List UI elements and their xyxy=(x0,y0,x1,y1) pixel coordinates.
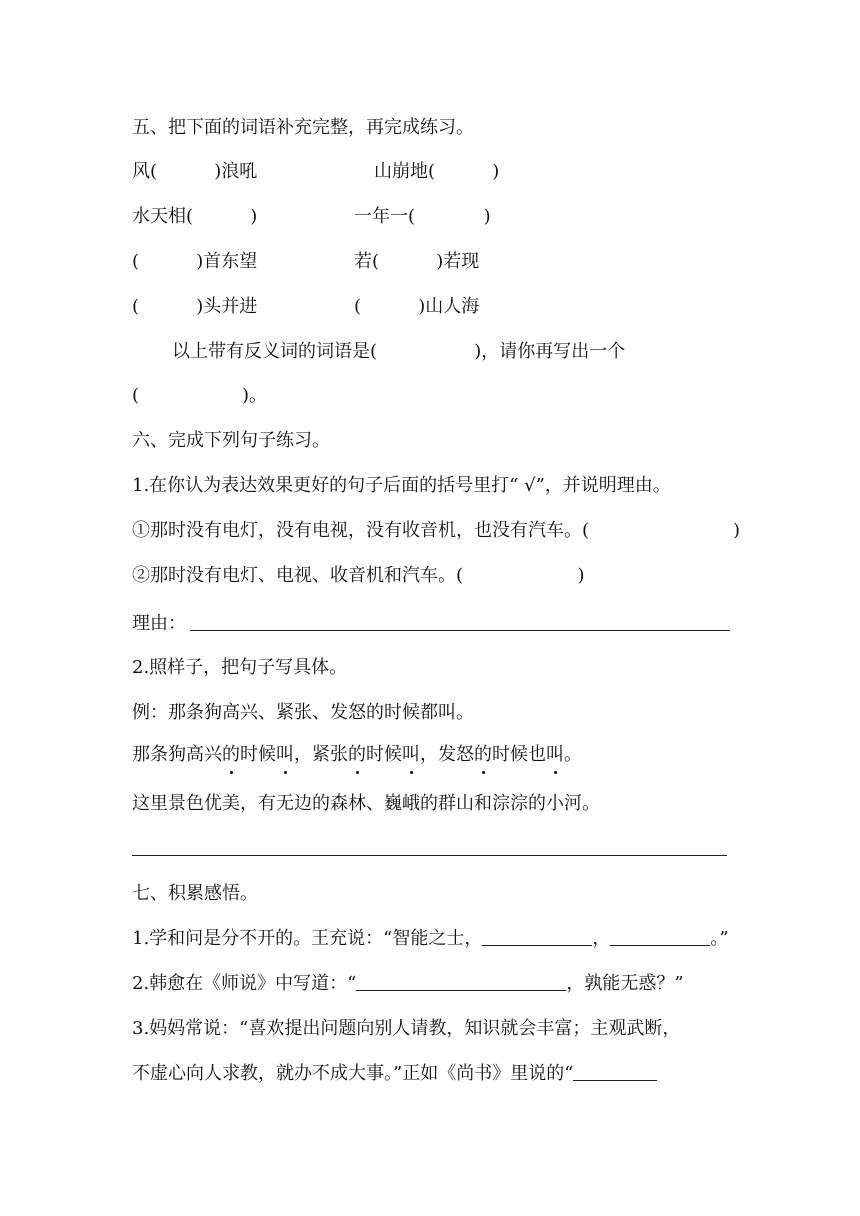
idiom-4: 一年一( ) xyxy=(354,206,491,227)
question-7-3-line1: 3.妈妈常说：“喜欢提出问题向别人请教，知识就会丰富；主观武断， xyxy=(132,1018,681,1039)
reason-label: 理由： xyxy=(132,613,186,634)
antonym-question: 以上带有反义词的词语是( )，请你再写出一个 xyxy=(172,341,626,362)
question-7-1-comma: ， xyxy=(592,928,611,949)
question-7-3-text: 不虚心向人求教，就办不成大事。”正如《尚书》里说的“ xyxy=(132,1063,574,1084)
blank-7-1-b xyxy=(610,927,710,946)
section-5-heading: 五、把下面的词语补充完整，再完成练习。 xyxy=(132,117,474,138)
example-text: 那条狗高兴 xyxy=(132,744,222,765)
idiom-7: ( )头并进 xyxy=(132,296,258,317)
question-7-1 xyxy=(132,927,729,951)
question-7-3-line2 xyxy=(132,1062,657,1086)
antonym-answer: ( )。 xyxy=(132,385,268,406)
example-text: 时候 xyxy=(366,744,402,765)
blank-7-2 xyxy=(356,972,566,991)
dotted-char: 叫 xyxy=(546,744,564,765)
blank-7-1-a xyxy=(482,927,592,946)
question-7-1-end: 。” xyxy=(710,928,729,949)
example-text: ，发怒 xyxy=(420,744,474,765)
example-expanded xyxy=(132,743,582,767)
expand-answer-line xyxy=(132,855,727,856)
example-text: 。 xyxy=(564,744,582,765)
question-7-2-text: 2.韩愈在《师说》中写道：“ xyxy=(132,973,357,994)
sentence-option-a-close: ) xyxy=(733,520,741,541)
section-7-heading: 七、积累感悟。 xyxy=(132,883,258,904)
dotted-char: 叫 xyxy=(402,744,420,765)
question-7-2-end: ，孰能无惑？” xyxy=(566,973,684,994)
question-6-1: 1.在你认为表达效果更好的句子后面的括号里打“ √”，并说明理由。 xyxy=(132,475,671,496)
idiom-5: ( )首东望 xyxy=(132,251,258,272)
blank-7-3 xyxy=(573,1062,657,1081)
dotted-char: 的 xyxy=(474,744,492,765)
idiom-8: ( )山人海 xyxy=(354,296,480,317)
question-7-1-text: 1.学和问是分不开的。王充说：“智能之士， xyxy=(132,928,483,949)
example-text: 时候也 xyxy=(492,744,546,765)
section-6-heading: 六、完成下列句子练习。 xyxy=(132,430,330,451)
example-sentence: 例：那条狗高兴、紧张、发怒的时候都叫。 xyxy=(132,702,474,723)
dotted-char: 叫 xyxy=(276,744,294,765)
idiom-2: 山崩地( ) xyxy=(374,161,500,182)
expand-task-sentence: 这里景色优美，有无边的森林、巍峨的群山和淙淙的小河。 xyxy=(132,793,600,814)
question-7-2 xyxy=(132,972,684,996)
example-text: ，紧张 xyxy=(294,744,348,765)
idiom-3: 水天相( ) xyxy=(132,206,258,227)
dotted-char: 的 xyxy=(348,744,366,765)
idiom-6: 若( )若现 xyxy=(354,251,480,272)
question-6-2: 2.照样子，把句子写具体。 xyxy=(132,657,348,678)
example-text: 时候 xyxy=(240,744,276,765)
dotted-char: 的 xyxy=(222,744,240,765)
idiom-1: 风( )浪吼 xyxy=(132,161,258,182)
sentence-option-a: ①那时没有电灯，没有电视，没有收音机，也没有汽车。( xyxy=(132,520,590,541)
reason-answer-line xyxy=(190,630,730,631)
sentence-option-b: ②那时没有电灯、电视、收音机和汽车。( ) xyxy=(132,565,585,586)
